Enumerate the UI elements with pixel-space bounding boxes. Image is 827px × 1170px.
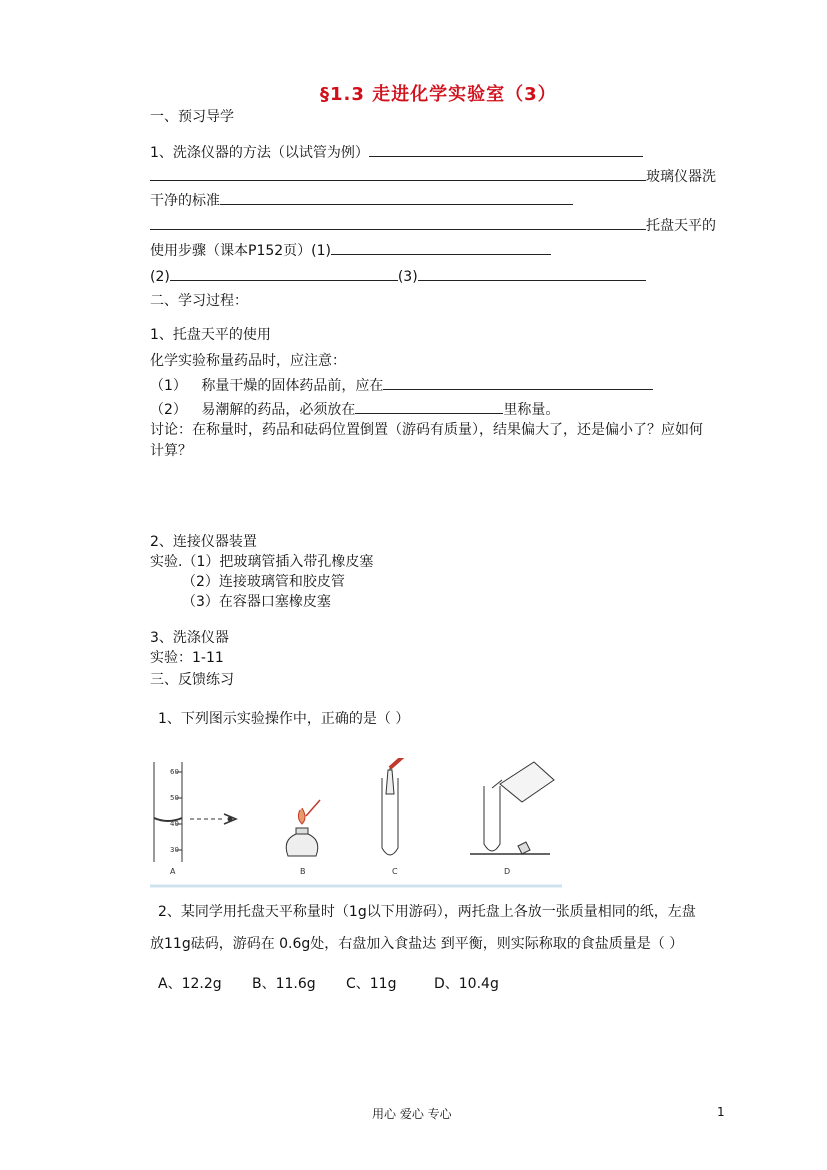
answer-blank[interactable]: [355, 399, 503, 414]
wash-experiment: 实验：1-11: [150, 650, 224, 666]
answer-blank[interactable]: [383, 375, 653, 390]
figure-label-c: C: [392, 867, 398, 876]
balance-item-2: [150, 399, 559, 419]
figure-a-cylinder: [154, 762, 236, 862]
clean-label-2: 干净的标准: [150, 193, 220, 209]
figure-d-pouring: [470, 762, 554, 854]
page-title: §1.3 走进化学实验室（3）: [320, 84, 557, 105]
line-steps-2-3: [150, 266, 646, 285]
balance-label: 托盘天平的: [646, 218, 716, 234]
step-2-label: (2): [150, 269, 170, 285]
option-a[interactable]: A、12.2g: [158, 976, 222, 992]
section-preview: 一、预习导学: [150, 109, 234, 125]
balance-title: 1、托盘天平的使用: [150, 327, 271, 343]
cylinder-tick-30: 30: [170, 846, 179, 854]
item-text: 易潮解的药品，必须放在: [201, 402, 356, 418]
answer-blank[interactable]: [418, 266, 646, 281]
cylinder-tick-50: 50: [170, 794, 179, 802]
answer-blank[interactable]: [150, 215, 646, 230]
answer-blank[interactable]: [170, 266, 398, 281]
answer-blank[interactable]: [331, 240, 551, 255]
step-3-label: (3): [397, 269, 418, 285]
discussion-line-2: 计算？: [150, 443, 192, 459]
wash-title: 3、洗涤仪器: [150, 630, 229, 646]
line-clean-standard: [150, 190, 573, 210]
answer-options: [158, 973, 524, 993]
discussion-line-1: 讨论：在称量时，药品和砝码位置倒置（游码有质量），结果偏大了，还是偏小了？应如何: [150, 422, 703, 438]
question-wash-method: [150, 142, 643, 162]
lab-operations-figure: [150, 758, 570, 892]
page-footer: 用心 爱心 专心: [372, 1107, 452, 1121]
clean-label: 玻璃仪器洗: [646, 169, 716, 185]
question-1: 1、下列图示实验操作中，正确的是（ ）: [158, 711, 410, 727]
figure-label-b: B: [300, 867, 306, 876]
balance-intro: 化学实验称量药品时，应注意：: [150, 353, 346, 369]
connect-step-1: 实验.（1）把玻璃管插入带孔橡皮塞: [150, 554, 374, 570]
item-number: （2）: [150, 402, 187, 418]
figure-b-alcohol-lamp: [286, 800, 320, 856]
figure-label-a: A: [170, 867, 176, 876]
answer-blank[interactable]: [369, 142, 643, 157]
item-text-end: 里称量。: [503, 402, 560, 418]
answer-blank[interactable]: [150, 166, 646, 181]
option-d[interactable]: D、10.4g: [434, 976, 499, 992]
item-number: （1）: [150, 378, 187, 394]
item-text: 称量干燥的固体药品前，应在: [201, 378, 384, 394]
section-process: 二、学习过程：: [150, 293, 248, 309]
figure-label-d: D: [504, 867, 511, 876]
answer-blank[interactable]: [220, 190, 573, 205]
connect-step-3: （3）在容器口塞橡皮塞: [182, 594, 331, 610]
line-balance-steps: [150, 240, 551, 260]
option-b[interactable]: B、11.6g: [252, 976, 316, 992]
line-wash-answer: [150, 166, 716, 186]
question-2-line-2: 放11g砝码，游码在 0.6g处，右盘加入食盐达 到平衡，则实际称取的食盐质量是（ ）: [150, 936, 684, 952]
cylinder-tick-40: 40: [170, 820, 179, 828]
page-number: 1: [717, 1105, 725, 1119]
connect-title: 2、连接仪器装置: [150, 534, 257, 550]
balance-item-1: [150, 375, 653, 395]
question-label: 1、洗涤仪器的方法（以试管为例）: [150, 145, 369, 161]
line-balance: [150, 215, 716, 235]
connect-step-2: （2）连接玻璃管和胶皮管: [182, 574, 345, 590]
question-2-line-1: 2、某同学用托盘天平称量时（1g以下用游码），两托盘上各放一张质量相同的纸，左盘: [158, 904, 696, 920]
balance-label-2: 使用步骤（课本P152页）(1): [150, 243, 331, 259]
figure-c-dropper: [382, 758, 415, 855]
cylinder-tick-60: 60: [170, 768, 179, 776]
section-feedback: 三、反馈练习: [150, 672, 234, 688]
option-c[interactable]: C、11g: [346, 976, 397, 992]
